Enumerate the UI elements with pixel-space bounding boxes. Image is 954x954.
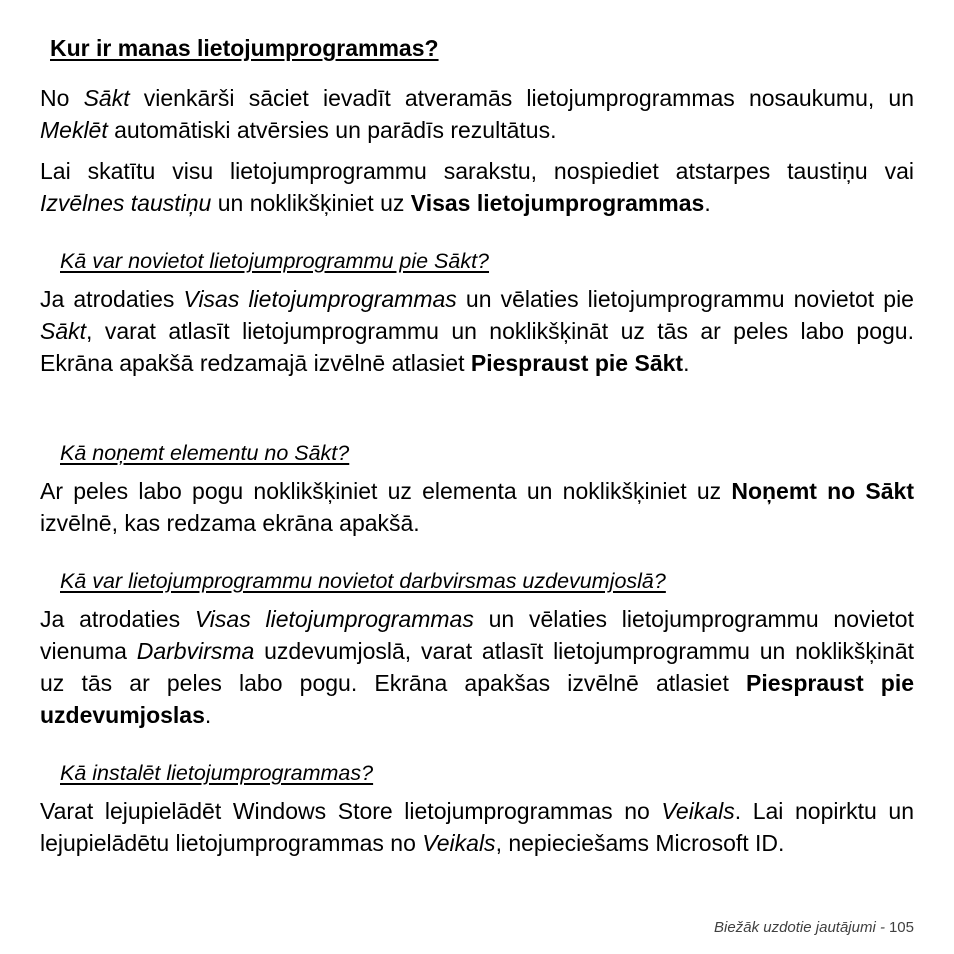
text-run: . Lai nopirktu un lejupielādētu lietojumprogrammas no bbox=[40, 798, 914, 856]
term-piespraust-pie-sakt: Piespraust pie Sākt bbox=[470, 350, 684, 376]
term-meklet: Meklēt bbox=[40, 117, 108, 143]
term-sakt: Sākt bbox=[40, 318, 87, 344]
text-run: . bbox=[704, 190, 711, 216]
subheading-pin-to-start: Kā var novietot lietojumprogrammu pie Sākt? bbox=[60, 249, 490, 273]
text-run: Ar peles labo pogu noklikšķiniet uz elementa un noklikšķiniet uz bbox=[40, 478, 732, 504]
text-run: izvēlnē, kas redzama ekrāna apakšā. bbox=[40, 510, 420, 536]
text-run: Lai skatītu visu lietojumprogrammu sarakstu, nospiediet atstarpes taustiņu vai bbox=[40, 158, 914, 184]
page-title: Kur ir manas lietojumprogrammas? bbox=[50, 35, 439, 61]
term-veikals: Veikals bbox=[422, 830, 496, 856]
subheading-pin-to-taskbar: Kā var lietojumprogrammu novietot darbvirsmas uzdevumjoslā? bbox=[60, 569, 666, 593]
text-run: , nepieciešams Microsoft ID. bbox=[495, 830, 785, 856]
text-run: vienkārši sāciet ievadīt atveramās lietojumprogrammas nosaukumu, un bbox=[129, 85, 914, 111]
term-nonemt-no-sakt: Noņemt no Sākt bbox=[731, 478, 915, 504]
text-run: Ja atrodaties bbox=[40, 606, 195, 632]
text-run: Varat lejupielādēt Windows Store lietojumprogrammas no bbox=[40, 798, 662, 824]
subheading-unpin-from-start: Kā noņemt elementu no Sākt? bbox=[60, 441, 350, 465]
text-run: Ja atrodaties bbox=[40, 286, 184, 312]
term-visas-lietojumprogrammas: Visas lietojumprogrammas bbox=[183, 286, 457, 312]
term-izvelnes-taustinu: Izvēlnes taustiņu bbox=[40, 190, 212, 216]
text-run: . bbox=[204, 702, 212, 728]
term-sakt: Sākt bbox=[83, 85, 130, 111]
term-visas-lietojumprogrammas: Visas lietojumprogrammas bbox=[410, 190, 705, 216]
page-footer bbox=[714, 918, 914, 938]
subheading-install-apps: Kā instalēt lietojumprogrammas? bbox=[60, 761, 374, 785]
text-run: uzdevumjoslā, varat atlasīt lietojumprogrammu un noklikšķināt uz tās ar peles labo pogu. Ekrāna apakšas izvēlnē atlasiet bbox=[40, 638, 915, 696]
page-number: 105 bbox=[888, 919, 914, 936]
footer-section-label: Biežāk uzdotie jautājumi - bbox=[714, 919, 885, 936]
text-run: No bbox=[40, 85, 84, 111]
text-run: un vēlaties lietojumprogrammu novietot pie bbox=[456, 286, 914, 312]
paragraph-install-apps bbox=[40, 795, 914, 859]
paragraph-unpin-from-start bbox=[40, 475, 914, 539]
text-run: automātiski atvērsies un parādīs rezultātus. bbox=[107, 117, 557, 143]
paragraph-all-apps bbox=[40, 155, 914, 219]
paragraph-pin-to-taskbar bbox=[40, 603, 914, 731]
term-piespraust-pie-uzdevumjoslas: Piespraust pie uzdevumjoslas bbox=[40, 670, 915, 728]
term-darbvirsma: Darbvirsma bbox=[136, 638, 255, 664]
term-visas-lietojumprogrammas: Visas lietojumprogrammas bbox=[194, 606, 474, 632]
paragraph-start-search bbox=[40, 82, 914, 146]
text-run: , varat atlasīt lietojumprogrammu un noklikšķināt uz tās ar peles labo pogu. Ekrāna apakšā redzamajā izvēlnē atlasiet bbox=[40, 318, 914, 376]
term-veikals: Veikals bbox=[661, 798, 735, 824]
text-run: un vēlaties lietojumprogrammu novietot vienuma bbox=[40, 606, 914, 664]
text-run: . bbox=[683, 350, 690, 376]
paragraph-pin-to-start bbox=[40, 283, 914, 379]
text-run: un noklikšķiniet uz bbox=[211, 190, 411, 216]
